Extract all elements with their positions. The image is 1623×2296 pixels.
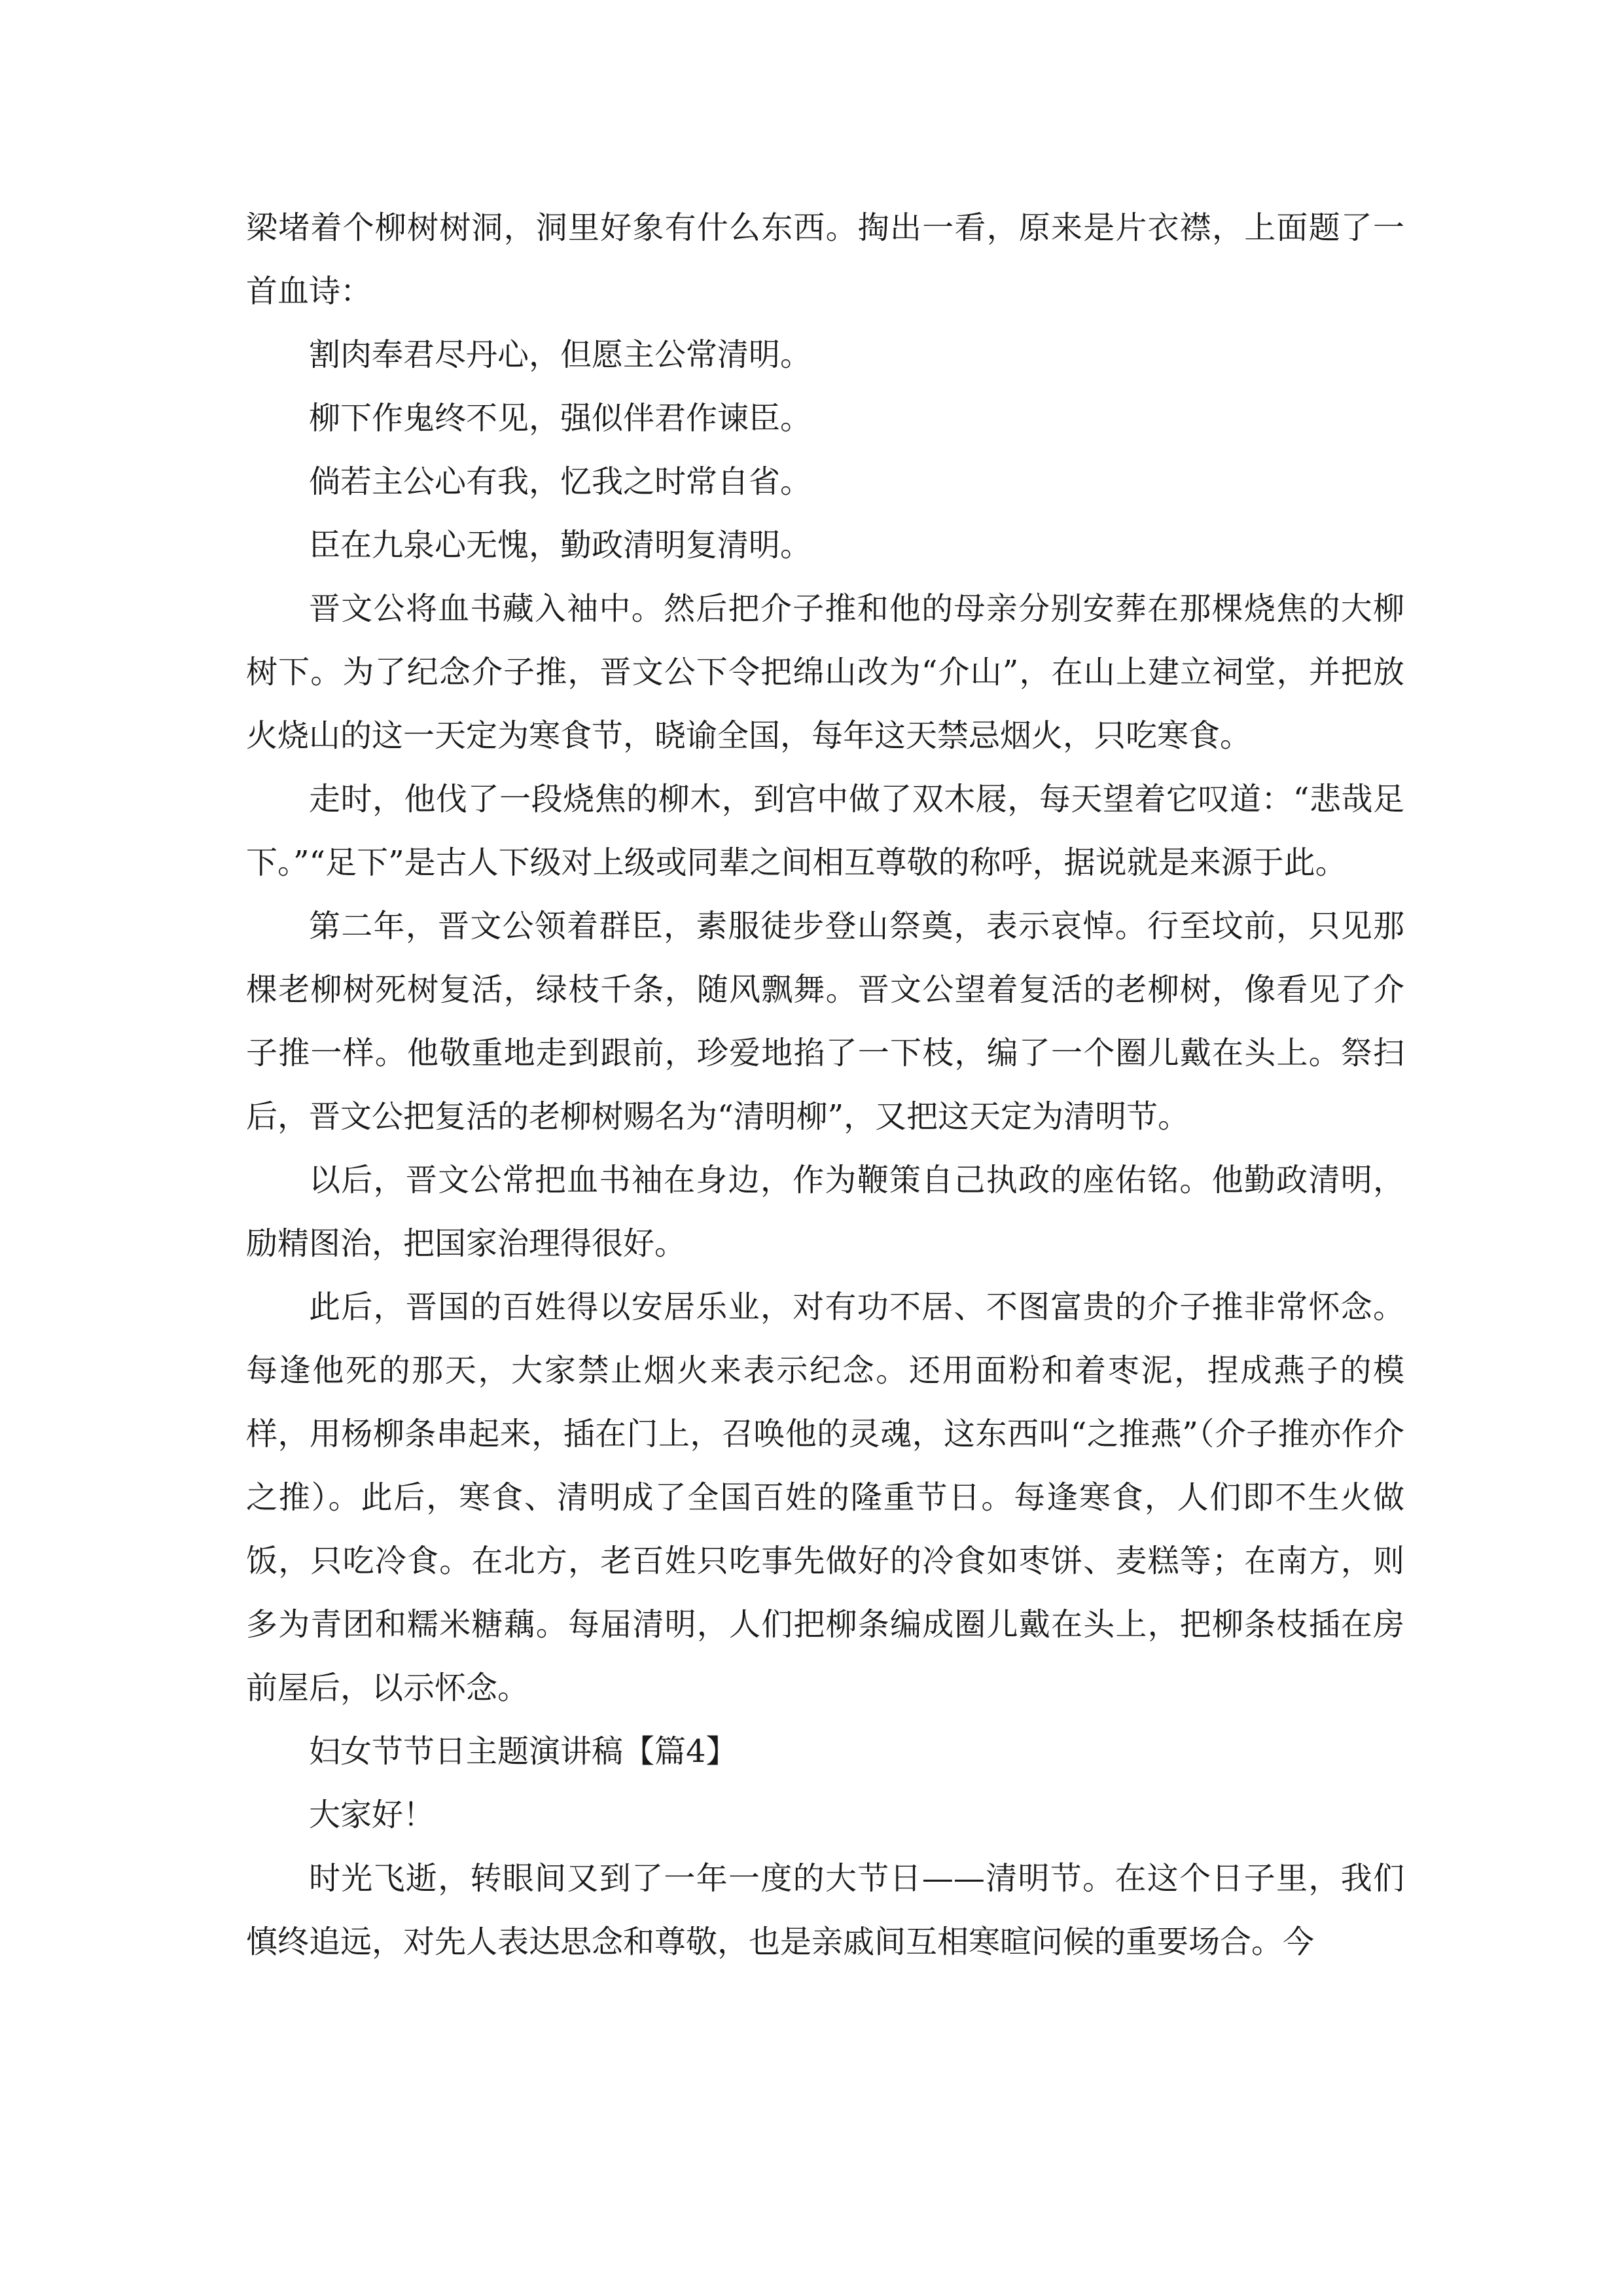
document-body	[246, 196, 1404, 1974]
greeting: 大家好！	[309, 1797, 435, 1833]
paragraph-clogs: 走时，他伐了一段烧焦的柳木，到宫中做了双木屐，每天望着它叹道：“悲哉足下。”“足下”是古人下级对上级或同辈之间相互尊敬的称呼，据说就是来源于此。	[246, 781, 1404, 881]
paragraph-second-year: 第二年，晋文公领着群臣，素服徒步登山祭奠，表示哀悼。行至坟前，只见那棵老柳树死树复活，绿枝千条，随风飘舞。晋文公望着复活的老柳树，像看见了介子推一样。他敬重地走到跟前，珍爱地掐了一下枝，编了一个圈儿戴在头上。祭扫后，晋文公把复活的老柳树赐名为“清明柳”，又把这天定为清明节。	[246, 908, 1404, 1135]
poem-line-2: 柳下作鬼终不见，强似伴君作谏臣。	[309, 400, 812, 437]
poem-line-4: 臣在九泉心无愧，勤政清明复清明。	[309, 527, 812, 564]
paragraph-speech-intro: 时光飞逝，转眼间又到了一年一度的大节日——清明节。在这个日子里，我们慎终追远，对先人表达思念和尊敬，也是亲戚间互相寒暄问候的重要场合。今	[246, 1860, 1404, 1960]
paragraph-burial: 晋文公将血书藏入袖中。然后把介子推和他的母亲分别安葬在那棵烧焦的大柳树下。为了纪念介子推，晋文公下令把绵山改为“介山”，在山上建立祠堂，并把放火烧山的这一天定为寒食节，晓谕全国，每年这天禁忌烟火，只吃寒食。	[246, 590, 1404, 754]
section-heading: 妇女节节日主题演讲稿【篇4】	[309, 1733, 738, 1770]
poem-line-3: 倘若主公心有我，忆我之时常自省。	[309, 463, 812, 500]
paragraph-customs: 此后，晋国的百姓得以安居乐业，对有功不居、不图富贵的介子推非常怀念。每逢他死的那天，大家禁止烟火来表示纪念。还用面粉和着枣泥，捏成燕子的模样，用杨柳条串起来，插在门上，召唤他的灵魂，这东西叫“之推燕”（介子推亦作介之推）。此后，寒食、清明成了全国百姓的隆重节日。每逢寒食，人们即不生火做饭，只吃冷食。在北方，老百姓只吃事先做好的冷食如枣饼、麦糕等；在南方，则多为青团和糯米糖藕。每届清明，人们把柳条编成圈儿戴在头上，把柳条枝插在房前屋后，以示怀念。	[246, 1289, 1404, 1706]
paragraph-continued-intro: 梁堵着个柳树树洞，洞里好象有什么东西。掏出一看，原来是片衣襟，上面题了一首血诗：	[246, 209, 1404, 310]
poem-line-1: 割肉奉君尽丹心，但愿主公常清明。	[309, 336, 812, 373]
paragraph-governance: 以后，晋文公常把血书袖在身边，作为鞭策自己执政的座佑铭。他勤政清明，励精图治，把国家治理得很好。	[246, 1162, 1404, 1262]
